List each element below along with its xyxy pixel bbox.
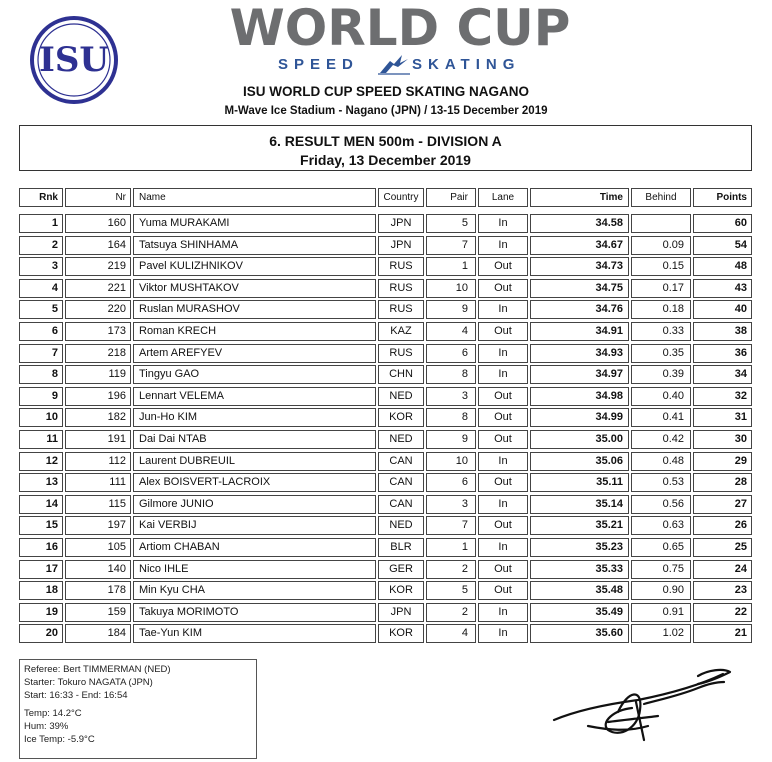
table-row bbox=[19, 538, 752, 557]
lane-cell: In bbox=[478, 365, 528, 384]
skater-name-cell: Viktor MUSHTAKOV bbox=[133, 279, 376, 298]
behind-cell: 0.48 bbox=[631, 452, 691, 471]
time-cell: 35.11 bbox=[530, 473, 629, 492]
time-cell: 35.23 bbox=[530, 538, 629, 557]
lane-cell: In bbox=[478, 603, 528, 622]
country-cell: RUS bbox=[378, 279, 424, 298]
bib-number-cell: 115 bbox=[65, 495, 131, 514]
venue-line: M-Wave Ice Stadium - Nagano (JPN) / 13-15 December 2019 bbox=[224, 105, 548, 117]
pair-cell: 2 bbox=[426, 560, 476, 579]
lane-cell: Out bbox=[478, 387, 528, 406]
behind-cell: 0.35 bbox=[631, 344, 691, 363]
header-country: Country bbox=[378, 188, 424, 207]
country-cell: JPN bbox=[378, 236, 424, 255]
table-row bbox=[19, 516, 752, 535]
header-name: Name bbox=[133, 188, 376, 207]
behind-cell: 0.42 bbox=[631, 430, 691, 449]
table-row bbox=[19, 236, 752, 255]
skater-name-cell: Tatsuya SHINHAMA bbox=[133, 236, 376, 255]
humidity-line: Hum: 39% bbox=[24, 721, 69, 732]
pair-cell: 4 bbox=[426, 624, 476, 643]
rank-cell: 17 bbox=[19, 560, 63, 579]
table-row bbox=[19, 279, 752, 298]
skater-name-cell: Min Kyu CHA bbox=[133, 581, 376, 600]
skater-name-cell: Laurent DUBREUIL bbox=[133, 452, 376, 471]
table-row bbox=[19, 408, 752, 427]
time-cell: 34.73 bbox=[530, 257, 629, 276]
pair-cell: 6 bbox=[426, 344, 476, 363]
skater-name-cell: Pavel KULIZHNIKOV bbox=[133, 257, 376, 276]
pair-cell: 10 bbox=[426, 452, 476, 471]
table-row bbox=[19, 365, 752, 384]
skater-name-cell: Tingyu GAO bbox=[133, 365, 376, 384]
points-cell: 30 bbox=[693, 430, 752, 449]
time-cell: 35.14 bbox=[530, 495, 629, 514]
header-pair: Pair bbox=[426, 188, 476, 207]
points-cell: 23 bbox=[693, 581, 752, 600]
skater-name-cell: Takuya MORIMOTO bbox=[133, 603, 376, 622]
time-cell: 34.67 bbox=[530, 236, 629, 255]
bib-number-cell: 221 bbox=[65, 279, 131, 298]
header-behind: Behind bbox=[631, 188, 691, 207]
behind-cell: 0.15 bbox=[631, 257, 691, 276]
pair-cell: 1 bbox=[426, 538, 476, 557]
points-cell: 21 bbox=[693, 624, 752, 643]
points-cell: 38 bbox=[693, 322, 752, 341]
skating-word: SKATING bbox=[412, 56, 521, 73]
pair-cell: 8 bbox=[426, 365, 476, 384]
rank-cell: 15 bbox=[19, 516, 63, 535]
points-cell: 24 bbox=[693, 560, 752, 579]
time-cell: 34.93 bbox=[530, 344, 629, 363]
behind-cell: 0.33 bbox=[631, 322, 691, 341]
rank-cell: 20 bbox=[19, 624, 63, 643]
time-cell: 34.76 bbox=[530, 300, 629, 319]
rank-cell: 4 bbox=[19, 279, 63, 298]
lane-cell: In bbox=[478, 300, 528, 319]
lane-cell: In bbox=[478, 495, 528, 514]
time-cell: 34.98 bbox=[530, 387, 629, 406]
bib-number-cell: 173 bbox=[65, 322, 131, 341]
lane-cell: In bbox=[478, 624, 528, 643]
country-cell: JPN bbox=[378, 603, 424, 622]
world-cup-title: WORLD CUP bbox=[229, 0, 571, 57]
skater-name-cell: Nico IHLE bbox=[133, 560, 376, 579]
country-cell: CAN bbox=[378, 495, 424, 514]
table-row bbox=[19, 581, 752, 600]
table-row bbox=[19, 452, 752, 471]
behind-cell: 0.41 bbox=[631, 408, 691, 427]
rank-cell: 6 bbox=[19, 322, 63, 341]
pair-cell: 5 bbox=[426, 214, 476, 233]
behind-cell: 0.90 bbox=[631, 581, 691, 600]
bib-number-cell: 197 bbox=[65, 516, 131, 535]
behind-cell: 0.18 bbox=[631, 300, 691, 319]
table-row bbox=[19, 344, 752, 363]
referee-line: Referee: Bert TIMMERMAN (NED) bbox=[24, 664, 171, 675]
behind-cell: 0.63 bbox=[631, 516, 691, 535]
pair-cell: 6 bbox=[426, 473, 476, 492]
points-cell: 54 bbox=[693, 236, 752, 255]
starter-line: Starter: Tokuro NAGATA (JPN) bbox=[24, 677, 153, 688]
header-nr: Nr bbox=[65, 188, 131, 207]
pair-cell: 2 bbox=[426, 603, 476, 622]
bib-number-cell: 140 bbox=[65, 560, 131, 579]
rank-cell: 11 bbox=[19, 430, 63, 449]
behind-cell: 0.65 bbox=[631, 538, 691, 557]
rank-cell: 7 bbox=[19, 344, 63, 363]
points-cell: 40 bbox=[693, 300, 752, 319]
behind-cell: 1.02 bbox=[631, 624, 691, 643]
bib-number-cell: 159 bbox=[65, 603, 131, 622]
country-cell: KAZ bbox=[378, 322, 424, 341]
points-cell: 22 bbox=[693, 603, 752, 622]
bib-number-cell: 196 bbox=[65, 387, 131, 406]
time-cell: 34.58 bbox=[530, 214, 629, 233]
country-cell: CAN bbox=[378, 452, 424, 471]
country-cell: RUS bbox=[378, 257, 424, 276]
bib-number-cell: 111 bbox=[65, 473, 131, 492]
pair-cell: 10 bbox=[426, 279, 476, 298]
bib-number-cell: 220 bbox=[65, 300, 131, 319]
lane-cell: Out bbox=[478, 430, 528, 449]
result-date: Friday, 13 December 2019 bbox=[300, 152, 471, 168]
lane-cell: Out bbox=[478, 473, 528, 492]
lane-cell: Out bbox=[478, 257, 528, 276]
lane-cell: Out bbox=[478, 560, 528, 579]
skater-name-cell: Jun-Ho KIM bbox=[133, 408, 376, 427]
bib-number-cell: 119 bbox=[65, 365, 131, 384]
points-cell: 43 bbox=[693, 279, 752, 298]
rank-cell: 12 bbox=[19, 452, 63, 471]
time-cell: 34.75 bbox=[530, 279, 629, 298]
header-points: Points bbox=[693, 188, 752, 207]
rank-cell: 13 bbox=[19, 473, 63, 492]
table-row bbox=[19, 473, 752, 492]
behind-cell: 0.75 bbox=[631, 560, 691, 579]
temp-line: Temp: 14.2°C bbox=[24, 708, 82, 719]
header-lane: Lane bbox=[478, 188, 528, 207]
bib-number-cell: 164 bbox=[65, 236, 131, 255]
country-cell: BLR bbox=[378, 538, 424, 557]
header-rnk: Rnk bbox=[19, 188, 63, 207]
skater-name-cell: Kai VERBIJ bbox=[133, 516, 376, 535]
skater-name-cell: Alex BOISVERT-LACROIX bbox=[133, 473, 376, 492]
table-row bbox=[19, 387, 752, 406]
header-time: Time bbox=[530, 188, 629, 207]
skater-name-cell: Artem AREFYEV bbox=[133, 344, 376, 363]
country-cell: RUS bbox=[378, 344, 424, 363]
rank-cell: 2 bbox=[19, 236, 63, 255]
time-cell: 34.99 bbox=[530, 408, 629, 427]
points-cell: 26 bbox=[693, 516, 752, 535]
lane-cell: In bbox=[478, 344, 528, 363]
lane-cell: In bbox=[478, 452, 528, 471]
rank-cell: 9 bbox=[19, 387, 63, 406]
rank-cell: 1 bbox=[19, 214, 63, 233]
country-cell: GER bbox=[378, 560, 424, 579]
country-cell: NED bbox=[378, 516, 424, 535]
skater-name-cell: Roman KRECH bbox=[133, 322, 376, 341]
points-cell: 28 bbox=[693, 473, 752, 492]
skater-name-cell: Lennart VELEMA bbox=[133, 387, 376, 406]
lane-cell: Out bbox=[478, 408, 528, 427]
ice-temp-line: Ice Temp: -5.9°C bbox=[24, 734, 95, 745]
pair-cell: 9 bbox=[426, 430, 476, 449]
lane-cell: Out bbox=[478, 279, 528, 298]
behind-cell: 0.09 bbox=[631, 236, 691, 255]
points-cell: 48 bbox=[693, 257, 752, 276]
table-row bbox=[19, 560, 752, 579]
pair-cell: 8 bbox=[426, 408, 476, 427]
table-row bbox=[19, 603, 752, 622]
pair-cell: 7 bbox=[426, 516, 476, 535]
bib-number-cell: 219 bbox=[65, 257, 131, 276]
table-row bbox=[19, 257, 752, 276]
table-row bbox=[19, 322, 752, 341]
rank-cell: 8 bbox=[19, 365, 63, 384]
rank-cell: 10 bbox=[19, 408, 63, 427]
rank-cell: 18 bbox=[19, 581, 63, 600]
bib-number-cell: 160 bbox=[65, 214, 131, 233]
points-cell: 31 bbox=[693, 408, 752, 427]
time-cell: 35.33 bbox=[530, 560, 629, 579]
bib-number-cell: 178 bbox=[65, 581, 131, 600]
lane-cell: In bbox=[478, 236, 528, 255]
bib-number-cell: 218 bbox=[65, 344, 131, 363]
country-cell: KOR bbox=[378, 408, 424, 427]
skater-name-cell: Dai Dai NTAB bbox=[133, 430, 376, 449]
points-cell: 34 bbox=[693, 365, 752, 384]
lane-cell: Out bbox=[478, 581, 528, 600]
pair-cell: 5 bbox=[426, 581, 476, 600]
table-row bbox=[19, 624, 752, 643]
lane-cell: In bbox=[478, 214, 528, 233]
lane-cell: Out bbox=[478, 516, 528, 535]
behind-cell: 0.39 bbox=[631, 365, 691, 384]
bib-number-cell: 182 bbox=[65, 408, 131, 427]
points-cell: 60 bbox=[693, 214, 752, 233]
behind-cell: 0.53 bbox=[631, 473, 691, 492]
pair-cell: 4 bbox=[426, 322, 476, 341]
table-row bbox=[19, 300, 752, 319]
bib-number-cell: 191 bbox=[65, 430, 131, 449]
points-cell: 29 bbox=[693, 452, 752, 471]
lane-cell: In bbox=[478, 538, 528, 557]
behind-cell: 0.91 bbox=[631, 603, 691, 622]
time-cell: 35.06 bbox=[530, 452, 629, 471]
skater-name-cell: Yuma MURAKAMI bbox=[133, 214, 376, 233]
time-cell: 35.48 bbox=[530, 581, 629, 600]
rank-cell: 19 bbox=[19, 603, 63, 622]
bib-number-cell: 112 bbox=[65, 452, 131, 471]
country-cell: KOR bbox=[378, 581, 424, 600]
rank-cell: 14 bbox=[19, 495, 63, 514]
country-cell: NED bbox=[378, 430, 424, 449]
pair-cell: 7 bbox=[426, 236, 476, 255]
skater-icon bbox=[376, 53, 412, 75]
rank-cell: 3 bbox=[19, 257, 63, 276]
points-cell: 32 bbox=[693, 387, 752, 406]
speed-skating-wordmark bbox=[276, 56, 526, 76]
result-title: 6. RESULT MEN 500m - DIVISION A bbox=[269, 133, 502, 149]
result-header-box bbox=[19, 125, 752, 171]
behind-cell: 0.17 bbox=[631, 279, 691, 298]
pair-cell: 3 bbox=[426, 387, 476, 406]
table-row bbox=[19, 214, 752, 233]
time-cell: 34.91 bbox=[530, 322, 629, 341]
behind-cell bbox=[631, 214, 691, 233]
time-cell: 34.97 bbox=[530, 365, 629, 384]
pair-cell: 1 bbox=[426, 257, 476, 276]
country-cell: NED bbox=[378, 387, 424, 406]
time-cell: 35.21 bbox=[530, 516, 629, 535]
country-cell: CAN bbox=[378, 473, 424, 492]
skater-name-cell: Gilmore JUNIO bbox=[133, 495, 376, 514]
points-cell: 25 bbox=[693, 538, 752, 557]
rank-cell: 16 bbox=[19, 538, 63, 557]
lane-cell: Out bbox=[478, 322, 528, 341]
bib-number-cell: 184 bbox=[65, 624, 131, 643]
behind-cell: 0.56 bbox=[631, 495, 691, 514]
country-cell: CHN bbox=[378, 365, 424, 384]
time-cell: 35.00 bbox=[530, 430, 629, 449]
officials-info-box bbox=[19, 659, 257, 759]
country-cell: JPN bbox=[378, 214, 424, 233]
referee-signature bbox=[548, 660, 738, 750]
speed-word: SPEED bbox=[278, 56, 359, 73]
table-row bbox=[19, 430, 752, 449]
country-cell: RUS bbox=[378, 300, 424, 319]
behind-cell: 0.40 bbox=[631, 387, 691, 406]
isu-logo-text: ISU bbox=[38, 40, 110, 80]
pair-cell: 9 bbox=[426, 300, 476, 319]
table-header bbox=[19, 188, 752, 207]
points-cell: 36 bbox=[693, 344, 752, 363]
table-row bbox=[19, 495, 752, 514]
skater-name-cell: Artiom CHABAN bbox=[133, 538, 376, 557]
skater-name-cell: Ruslan MURASHOV bbox=[133, 300, 376, 319]
start-end-line: Start: 16:33 - End: 16:54 bbox=[24, 690, 128, 701]
event-title: ISU WORLD CUP SPEED SKATING NAGANO bbox=[242, 84, 530, 99]
skater-name-cell: Tae-Yun KIM bbox=[133, 624, 376, 643]
bib-number-cell: 105 bbox=[65, 538, 131, 557]
points-cell: 27 bbox=[693, 495, 752, 514]
time-cell: 35.60 bbox=[530, 624, 629, 643]
time-cell: 35.49 bbox=[530, 603, 629, 622]
country-cell: KOR bbox=[378, 624, 424, 643]
pair-cell: 3 bbox=[426, 495, 476, 514]
rank-cell: 5 bbox=[19, 300, 63, 319]
